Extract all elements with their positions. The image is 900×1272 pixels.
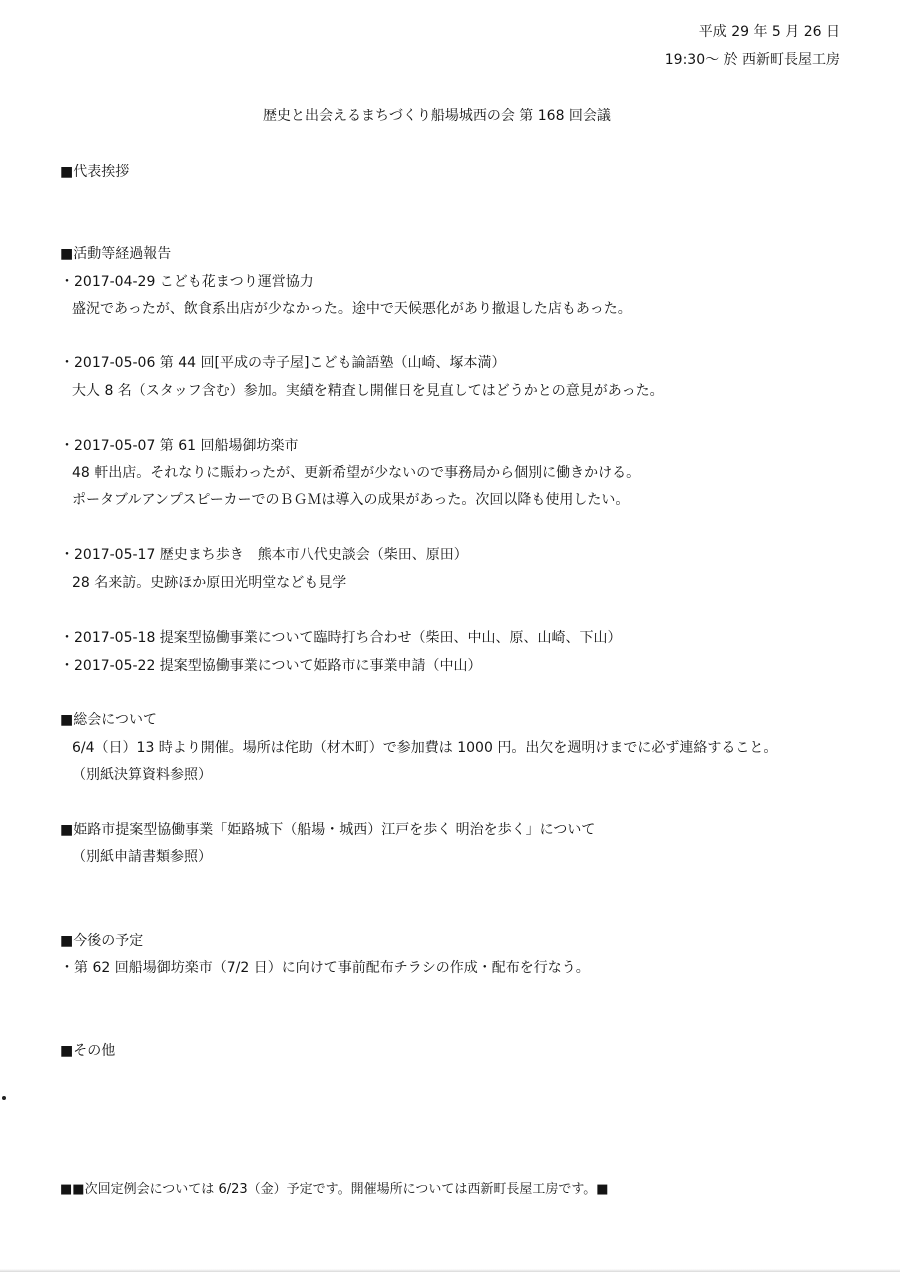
section-heading-other: ■その他: [60, 1043, 116, 1059]
activity-detail: ポータブルアンプスピーカーでのＢＧＭは導入の成果があった。次回以降も使用したい。: [72, 492, 630, 508]
activity-detail: 48 軒出店。それなりに賑わったが、更新希望が少ないので事務局から個別に働きかける。: [72, 465, 641, 481]
activity-item: ・2017-05-22 提案型協働事業について姫路市に事業申請（中山）: [60, 658, 482, 674]
scan-speck: [2, 1096, 6, 1100]
activity-item: ・2017-05-06 第 44 回[平成の寺子屋]こども論語塾（山崎、塚本満）: [60, 355, 506, 371]
meeting-time-place: 19:30～ 於 西新町長屋工房: [664, 52, 840, 68]
section-heading-greeting: ■代表挨拶: [60, 164, 130, 180]
schedule-item: ・第 62 回船場御坊楽市（7/2 日）に向けて事前配布チラシの作成・配布を行なう。: [60, 960, 590, 976]
page-title: 歴史と出会えるまちづくり船場城西の会 第 168 回会議: [263, 108, 611, 124]
next-meeting-note: ■■次回定例会については 6/23（金）予定です。開催場所については西新町長屋工房です。■: [60, 1182, 609, 1197]
activity-item: ・2017-05-07 第 61 回船場御坊楽市: [60, 438, 299, 454]
activity-item: ・2017-05-17 歴史まち歩き 熊本市八代史談会（柴田、原田）: [60, 547, 468, 563]
activity-detail: 盛況であったが、飲食系出店が少なかった。途中で天候悪化があり撤退した店もあった。: [72, 301, 632, 317]
activity-detail: 大人 8 名（スタッフ含む）参加。実績を精査し開催日を見直してはどうかとの意見があった。: [72, 383, 664, 399]
activity-item: ・2017-04-29 こども花まつり運営協力: [60, 274, 314, 290]
general-meeting-detail: 6/4（日）13 時より開催。場所は侘助（材木町）で参加費は 1000 円。出欠を週明けまでに必ず連絡すること。: [72, 740, 778, 756]
section-heading-project: ■姫路市提案型協働事業「姫路城下（船場・城西）江戸を歩く 明治を歩く」について: [60, 822, 596, 838]
general-meeting-note: （別紙決算資料参照）: [72, 767, 212, 783]
project-note: （別紙申請書類参照）: [72, 849, 212, 865]
activity-detail: 28 名来訪。史跡ほか原田光明堂なども見学: [72, 575, 347, 591]
section-heading-schedule: ■今後の予定: [60, 933, 144, 949]
meeting-date: 平成 29 年 5 月 26 日: [698, 24, 840, 40]
section-heading-general-meeting: ■総会について: [60, 712, 157, 728]
section-heading-activity: ■活動等経過報告: [60, 246, 172, 262]
activity-item: ・2017-05-18 提案型協働事業について臨時打ち合わせ（柴田、中山、原、山崎、下山）: [60, 630, 622, 646]
